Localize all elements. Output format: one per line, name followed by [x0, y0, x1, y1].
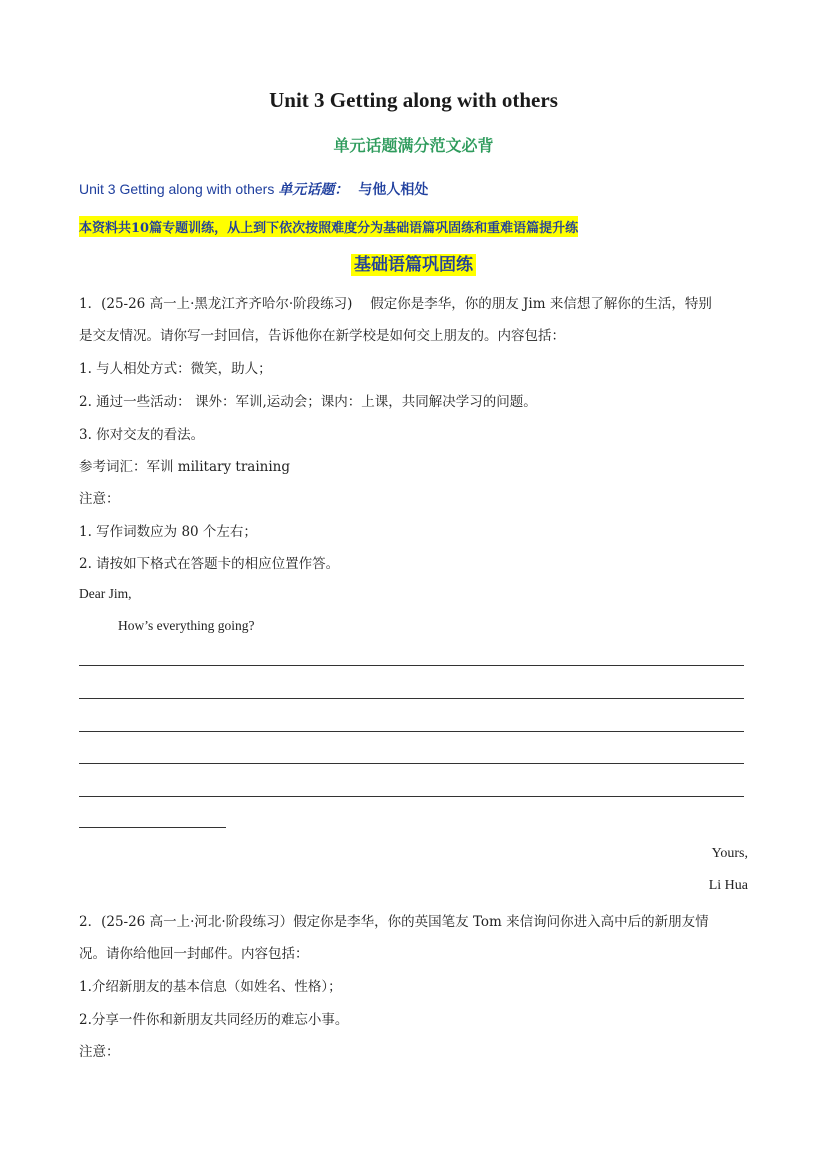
q1-vocab: 参考词汇：军训 military training: [79, 459, 290, 475]
topic-line: [79, 179, 428, 199]
section-heading: [0, 250, 827, 275]
q2-item-2: 2.分享一件你和新朋友共同经历的难忘小事。: [79, 1012, 349, 1028]
answer-line[interactable]: [79, 763, 744, 764]
q1-item-3: 3. 你对交友的看法。: [79, 427, 205, 443]
answer-line[interactable]: [79, 698, 744, 699]
answer-line-short[interactable]: [79, 827, 226, 828]
q1-item-1: 1. 与人相处方式：微笑，助人；: [79, 361, 272, 377]
q1-opening: How’s everything going?: [118, 618, 255, 633]
q1-prompt-line2: 是交友情况。请你写一封回信，告诉他你在新学校是如何交上朋友的。内容包括：: [79, 328, 565, 344]
q1-signature: Li Hua: [708, 878, 748, 893]
section-title: 基础语篇巩固练: [351, 254, 476, 276]
q1-salutation: Dear Jim,: [79, 586, 132, 601]
q1-prompt-line1: 1．(25-26 高一上·黑龙江齐齐哈尔·阶段练习) 假定你是李华，你的朋友 Jim 来信想了解你的生活，特别: [79, 296, 712, 312]
q2-prompt-line2: 况。请你给他回一封邮件。内容包括：: [79, 946, 309, 962]
answer-line[interactable]: [79, 731, 744, 732]
q1-note-2: 2. 请按如下格式在答题卡的相应位置作答。: [79, 556, 340, 572]
topic-english: Unit 3 Getting along with others: [79, 181, 275, 197]
document-subtitle: 单元话题满分范文必背: [333, 136, 494, 155]
q1-note-label: 注意：: [79, 491, 120, 507]
answer-line[interactable]: [79, 796, 744, 797]
q1-item-2: 2. 通过一些活动： 课外：军训,运动会；课内：上课，共同解决学习的问题。: [79, 394, 537, 410]
q1-closing: Yours,: [711, 846, 748, 861]
q1-note-1: 1. 写作词数应为 80 个左右；: [79, 524, 257, 540]
document-title: Unit 3 Getting along with others: [269, 88, 558, 112]
q2-prompt-line1: 2．(25-26 高一上·河北·阶段练习）假定你是李华，你的英国笔友 Tom 来信询问你进入高中后的新朋友情: [79, 914, 709, 930]
topic-label: 单元话题：: [278, 182, 349, 198]
answer-line[interactable]: [79, 665, 744, 666]
notice-highlight: 本资料共10篇专题训练，从上到下依次按照难度分为基础语篇巩固练和重难语篇提升练: [79, 216, 578, 237]
topic-chinese: 与他人相处: [358, 182, 429, 198]
q2-note-label: 注意：: [79, 1044, 120, 1060]
q2-item-1: 1.介绍新朋友的基本信息（如姓名、性格）；: [79, 979, 342, 995]
